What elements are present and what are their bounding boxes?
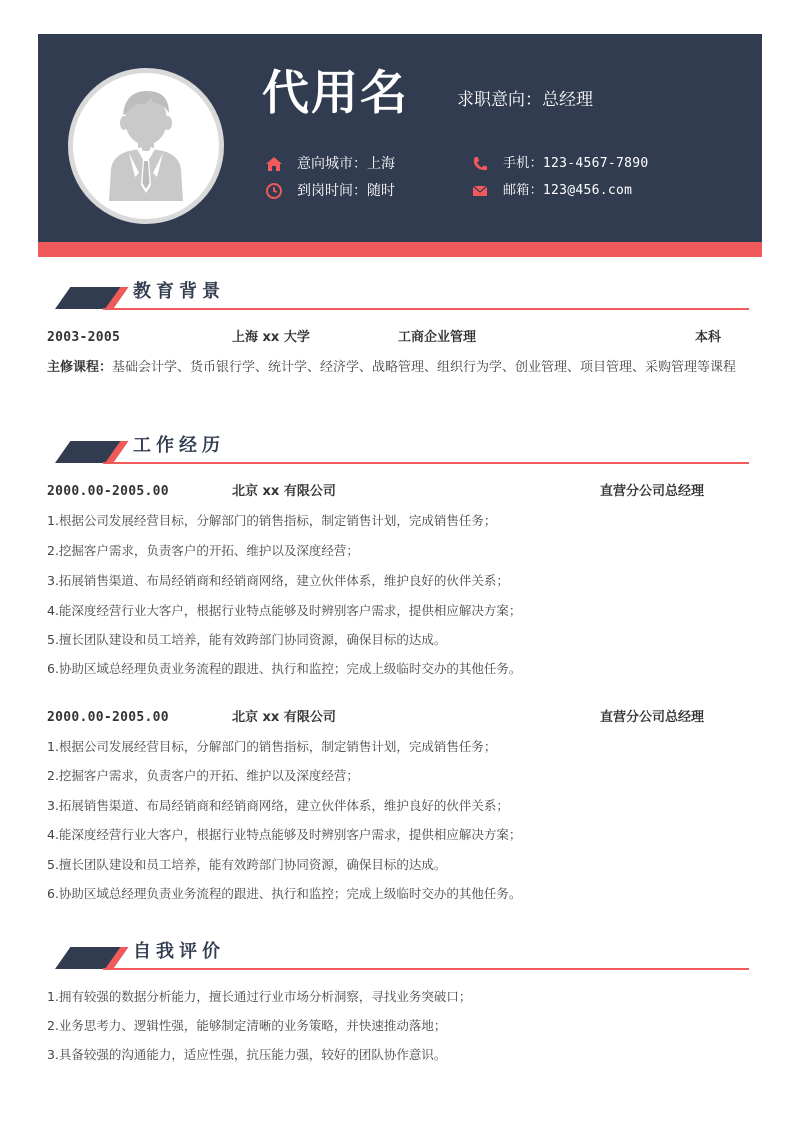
courses-text: 基础会计学、货币银行学、统计学、经济学、战略管理、组织行为学、创业管理、项目管理、采购管理等课程 — [112, 360, 737, 375]
phone-icon — [471, 155, 489, 173]
courses-label: 主修课程： — [47, 360, 113, 375]
section-education-title — [45, 283, 749, 313]
job-duty: 2.挖掘客户需求，负责客户的开拓、维护以及深度经营； — [47, 543, 359, 558]
job-role: 直营分公司总经理 — [600, 710, 705, 725]
self-eval-item: 1.拥有较强的数据分析能力，擅长通过行业市场分析洞察，寻找业务突破口； — [47, 989, 472, 1004]
job-intent: 求职意向：总经理 — [457, 90, 593, 110]
job-duty: 2.挖掘客户需求，负责客户的开拓、维护以及深度经营； — [47, 768, 359, 783]
edu-courses — [47, 353, 747, 383]
job-company: 北京 xx 有限公司 — [232, 710, 336, 725]
avatar — [68, 68, 224, 224]
job-duty: 6.协助区域总经理负责业务流程的跟进、执行和监控；完成上级临时交办的其他任务。 — [47, 886, 522, 901]
section-self-eval-title — [45, 943, 749, 973]
home-icon — [265, 155, 283, 173]
city-text: 意向城市：上海 — [297, 156, 395, 172]
job-duty: 3.拓展销售渠道、布局经销商和经销商网络，建立伙伴体系，维护良好的伙伴关系； — [47, 798, 509, 813]
section-label: 工作经历 — [133, 435, 225, 456]
job-duty: 6.协助区域总经理负责业务流程的跟进、执行和监控；完成上级临时交办的其他任务。 — [47, 661, 522, 676]
job-company: 北京 xx 有限公司 — [232, 484, 336, 499]
self-eval-item: 3.具备较强的沟通能力，适应性强，抗压能力强，较好的团队协作意识。 — [47, 1047, 447, 1062]
avatar-silhouette-icon — [73, 73, 219, 219]
clock-icon — [265, 182, 283, 200]
section-rule — [103, 308, 749, 310]
job-period: 2000.00-2005.00 — [47, 710, 169, 725]
email-text: 邮箱：123@456.com — [503, 183, 633, 198]
job-duty: 1.根据公司发展经营目标，分解部门的销售指标，制定销售计划，完成销售任务； — [47, 739, 497, 754]
job-duty: 3.拓展销售渠道、布局经销商和经销商网络，建立伙伴体系，维护良好的伙伴关系； — [47, 573, 509, 588]
edu-degree: 本科 — [695, 330, 722, 345]
job-duty: 4.能深度经营行业大客户，根据行业特点能够及时辨别客户需求，提供相应解决方案； — [47, 603, 522, 618]
header-accent-stripe — [38, 242, 762, 257]
job-period: 2000.00-2005.00 — [47, 484, 169, 499]
mail-icon — [471, 182, 489, 200]
job-role: 直营分公司总经理 — [600, 484, 705, 499]
section-label: 自我评价 — [133, 941, 225, 962]
job-duty: 5.擅长团队建设和员工培养，能有效跨部门协同资源，确保目标的达成。 — [47, 632, 447, 647]
job-duty: 4.能深度经营行业大客户，根据行业特点能够及时辨别客户需求，提供相应解决方案； — [47, 827, 522, 842]
section-rule — [103, 462, 749, 464]
phone-text: 手机：123-4567-7890 — [503, 156, 649, 171]
self-eval-item: 2.业务思考力、逻辑性强，能够制定清晰的业务策略，并快速推动落地； — [47, 1018, 447, 1033]
job-duty: 5.擅长团队建设和员工培养，能有效跨部门协同资源，确保目标的达成。 — [47, 857, 447, 872]
section-rule — [103, 968, 749, 970]
edu-period: 2003-2005 — [47, 330, 121, 345]
edu-major: 工商企业管理 — [398, 330, 477, 345]
candidate-name: 代用名 — [262, 66, 409, 121]
section-work-title — [45, 437, 749, 467]
arrival-text: 到岗时间：随时 — [297, 183, 395, 199]
job-duty: 1.根据公司发展经营目标，分解部门的销售指标，制定销售计划，完成销售任务； — [47, 513, 497, 528]
edu-school: 上海 xx 大学 — [232, 330, 310, 345]
section-label: 教育背景 — [133, 281, 225, 302]
